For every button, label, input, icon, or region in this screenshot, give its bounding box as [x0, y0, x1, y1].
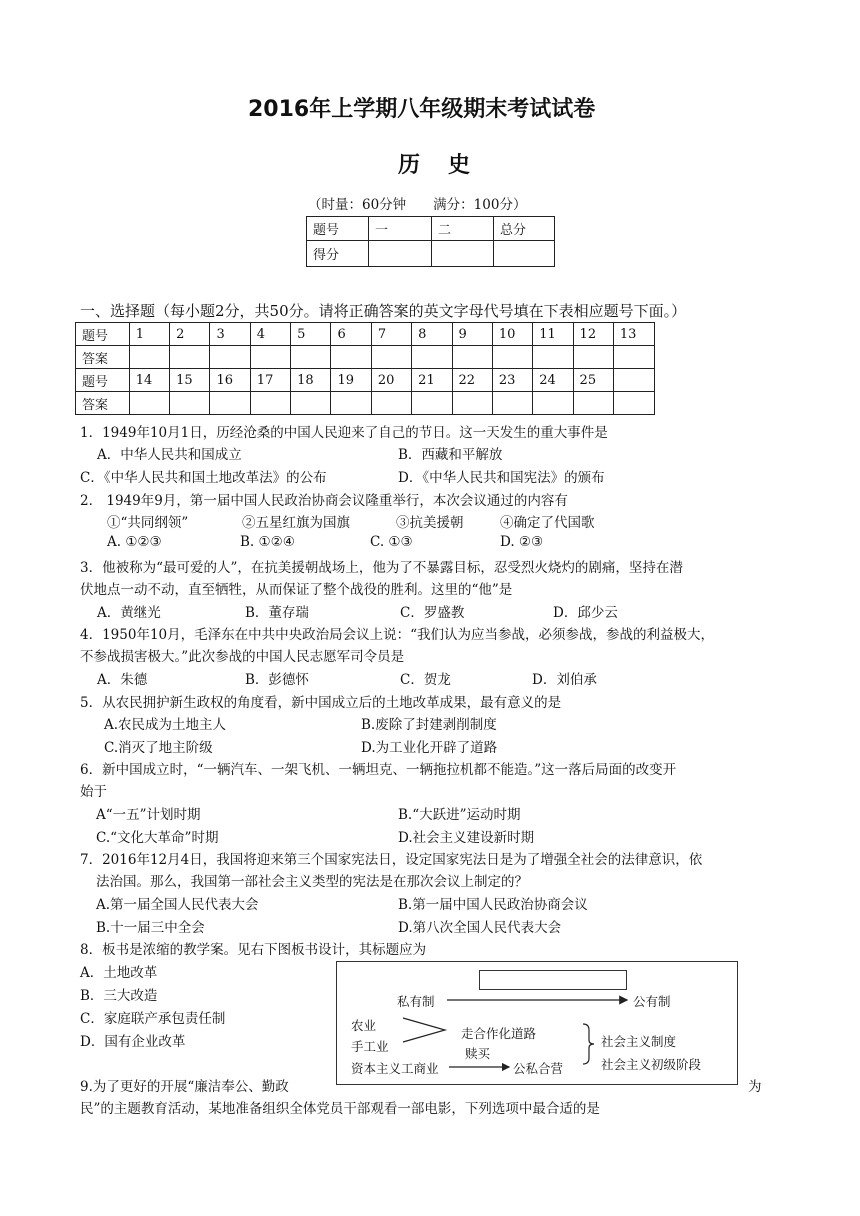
question-number-cell: 16 — [210, 369, 250, 392]
score-header-2: 二 — [432, 217, 494, 241]
q2-item-4: ④确定了代国歌 — [500, 515, 595, 531]
question-number-cell: 21 — [412, 369, 452, 392]
q2-option-a: A. ①②③ — [107, 534, 162, 550]
answer-table-label: 题号 — [76, 369, 130, 392]
question-number-cell: 13 — [613, 323, 654, 346]
q1-stem: 1．1949年10月1日，历经沧桑的中国人民迎来了自己的节日。这一天发生的重大事件是 — [80, 425, 608, 441]
answer-cell[interactable] — [533, 346, 573, 369]
q4-option-a: A．朱德 — [97, 672, 148, 688]
score-header-no: 题号 — [307, 217, 369, 241]
answer-cell[interactable] — [210, 392, 250, 415]
q5-stem: 5．从农民拥护新生政权的角度看，新中国成立后的土地改革成果，最有意义的是 — [80, 695, 562, 711]
answer-cell[interactable] — [412, 346, 452, 369]
label-public: 公有制 — [633, 994, 671, 1009]
q2-item-1: ①“共同纲领” — [107, 515, 189, 531]
question-number-cell: 20 — [371, 369, 411, 392]
answer-cell[interactable] — [613, 346, 654, 369]
q5-option-d: D.为工业化开辟了道路 — [361, 740, 498, 756]
q7-option-b: B.第一届中国人民政治协商会议 — [398, 897, 588, 913]
answer-cell[interactable] — [331, 392, 371, 415]
question-number-cell: 25 — [573, 369, 613, 392]
q8-option-a: A．土地改革 — [80, 965, 158, 981]
q5-option-c: C.消灭了地主阶级 — [104, 740, 213, 756]
question-number-cell: 7 — [371, 323, 411, 346]
answer-table-label: 答案 — [76, 392, 130, 415]
answer-cell[interactable] — [331, 346, 371, 369]
score-header-1: 一 — [369, 217, 432, 241]
q2-item-2: ②五星红旗为国旗 — [242, 515, 350, 531]
question-number-cell — [613, 369, 654, 392]
answer-cell[interactable] — [573, 392, 613, 415]
answer-cell[interactable] — [613, 392, 654, 415]
answer-cell[interactable] — [371, 392, 411, 415]
question-number-cell: 23 — [492, 369, 532, 392]
question-number-cell: 8 — [412, 323, 452, 346]
question-number-cell: 11 — [533, 323, 573, 346]
q1-option-c: C．《中华人民共和国土地改革法》的公布 — [80, 470, 327, 486]
answer-cell[interactable] — [250, 346, 290, 369]
q5-option-b: B.废除了封建剥削制度 — [361, 717, 497, 733]
diagram-lines — [337, 962, 737, 1084]
question-number-cell: 17 — [250, 369, 290, 392]
q2-item-3: ③抗美援朝 — [396, 515, 464, 531]
q3-option-d: D．邱少云 — [553, 605, 618, 621]
question-number-cell: 22 — [452, 369, 492, 392]
q6-option-c: C.“文化大革命”时期 — [96, 830, 219, 846]
answer-table-label: 题号 — [76, 323, 130, 346]
q8-option-b: B．三大改造 — [80, 988, 158, 1004]
question-number-cell: 10 — [492, 323, 532, 346]
q8-stem: 8．板书是浓缩的教学案。见右下图板书设计，其标题应为 — [80, 942, 427, 958]
q9-stem-cont: 民”的主题教育活动，某地准备组织全体党员干部观看一部电影，下列选项中最合适的是 — [80, 1101, 600, 1117]
answer-cell[interactable] — [170, 392, 210, 415]
q3-option-c: C．罗盛教 — [400, 605, 465, 621]
q1-option-b: B．西藏和平解放 — [398, 447, 503, 463]
subject-title: 历史 — [398, 153, 499, 178]
q7-option-d: D.第八次全国人民代表大会 — [398, 920, 562, 936]
score-row-label: 得分 — [307, 241, 369, 267]
q3-stem: 3．他被称为“最可爱的人”，在抗美援朝战场上，他为了不暴露目标，忍受烈火烧灼的剧痛，坚持在潜 — [80, 560, 683, 576]
right-brace — [583, 1024, 594, 1064]
q7-stem: 7．2016年12月4日，我国将迎来第三个国家宪法日，设定国家宪法日是为了增强全社会的法律意识，依 — [80, 852, 703, 868]
merge-bracket — [403, 1018, 445, 1042]
label-private: 私有制 — [397, 994, 435, 1009]
q9-stem-end: 为 — [748, 1079, 762, 1095]
q8-option-c: C．家庭联产承包责任制 — [80, 1011, 226, 1027]
answer-cell[interactable] — [452, 392, 492, 415]
q1-option-d: D．《中华人民共和国宪法》的颁布 — [398, 470, 605, 486]
question-number-cell: 6 — [331, 323, 371, 346]
question-number-cell: 1 — [129, 323, 169, 346]
q4-option-c: C．贺龙 — [400, 672, 451, 688]
question-number-cell: 9 — [452, 323, 492, 346]
q5-option-a: A.农民成为土地主人 — [104, 717, 227, 733]
q3-stem-cont: 伏地点一动不动，直至牺牲，从而保证了整个战役的胜利。这里的“他”是 — [80, 582, 513, 598]
page-title: 2016年上学期八年级期末考试试卷 — [248, 97, 596, 122]
q2-option-b: B. ①②④ — [240, 534, 295, 550]
question-number-cell: 14 — [129, 369, 169, 392]
label-cooperative: 走合作化道路 — [461, 1026, 537, 1041]
section1-heading: 一、选择题（每小题2分，共50分。请将正确答案的英文字母代号填在下表相应题号下面。） — [80, 302, 687, 320]
question-number-cell: 5 — [291, 323, 331, 346]
label-handicraft: 手工业 — [351, 1039, 389, 1054]
q6-stem-cont: 始于 — [80, 784, 107, 800]
score-cell[interactable] — [494, 241, 555, 267]
label-primary-stage: 社会主义初级阶段 — [601, 1057, 702, 1072]
label-capitalist: 资本主义工商业 — [351, 1061, 439, 1076]
question-number-cell: 19 — [331, 369, 371, 392]
answer-cell[interactable] — [291, 346, 331, 369]
blackboard-diagram — [336, 961, 738, 1085]
q9-stem: 9.为了更好的开展“廉洁奉公、勤政 — [80, 1079, 289, 1095]
answer-cell[interactable] — [492, 346, 532, 369]
answer-cell[interactable] — [533, 392, 573, 415]
answer-cell[interactable] — [291, 392, 331, 415]
score-table — [306, 216, 555, 267]
answer-cell[interactable] — [412, 392, 452, 415]
label-socialist-system: 社会主义制度 — [601, 1034, 677, 1049]
q2-option-c: C. ①③ — [370, 534, 413, 550]
q7-option-a: A.第一届全国人民代表大会 — [96, 897, 259, 913]
q8-option-d: D．国有企业改革 — [80, 1034, 186, 1050]
q6-option-d: D.社会主义建设新时期 — [398, 830, 535, 846]
q2-stem: 2． 1949年9月，第一届中国人民政治协商会议隆重举行，本次会议通过的内容有 — [80, 493, 568, 509]
answer-cell[interactable] — [170, 346, 210, 369]
q3-option-b: B．董存瑞 — [245, 605, 309, 621]
score-cell[interactable] — [369, 241, 432, 267]
answer-cell[interactable] — [129, 346, 169, 369]
answer-cell[interactable] — [250, 392, 290, 415]
q6-option-a: A“一五”计划时期 — [96, 807, 201, 823]
score-cell[interactable] — [432, 241, 494, 267]
q4-stem: 4．1950年10月，毛泽东在中共中央政治局会议上说：“我们认为应当参战，必须参战，参战的利益极大， — [80, 627, 715, 643]
answer-cell[interactable] — [371, 346, 411, 369]
q7-option-c: B.十一届三中全会 — [96, 920, 205, 936]
question-number-cell: 18 — [291, 369, 331, 392]
q4-option-d: D．刘伯承 — [532, 672, 597, 688]
label-agriculture: 农业 — [351, 1018, 377, 1033]
q7-stem-cont: 法治国。那么，我国第一部社会主义类型的宪法是在那次会议上制定的？ — [96, 874, 528, 890]
q6-stem: 6．新中国成立时，“一辆汽车、一架飞机、一辆坦克、一辆拖拉机都不能造。”这一落后局面的改变开 — [80, 762, 677, 778]
q4-option-b: B．彭德怀 — [245, 672, 309, 688]
answer-cell[interactable] — [129, 392, 169, 415]
q2-option-d: D. ②③ — [500, 534, 544, 550]
question-number-cell: 2 — [170, 323, 210, 346]
q6-option-b: B.“大跃进”运动时期 — [398, 807, 521, 823]
answer-cell[interactable] — [210, 346, 250, 369]
q4-stem-cont: 不参战损害极大。”此次参战的中国人民志愿军司令员是 — [80, 649, 405, 665]
question-number-cell: 15 — [170, 369, 210, 392]
question-number-cell: 12 — [573, 323, 613, 346]
question-number-cell: 24 — [533, 369, 573, 392]
label-joint: 公私合营 — [513, 1061, 564, 1076]
answer-table — [75, 322, 655, 415]
score-header-total: 总分 — [494, 217, 555, 241]
exam-info: （时量：60分钟 满分：100分） — [308, 197, 527, 213]
q3-option-a: A．黄继光 — [97, 605, 161, 621]
question-number-cell: 4 — [250, 323, 290, 346]
answer-table-label: 答案 — [76, 346, 130, 369]
label-buyout: 赎买 — [465, 1046, 491, 1061]
answer-cell[interactable] — [573, 346, 613, 369]
answer-cell[interactable] — [452, 346, 492, 369]
question-number-cell: 3 — [210, 323, 250, 346]
q1-option-a: A．中华人民共和国成立 — [97, 447, 242, 463]
answer-cell[interactable] — [492, 392, 532, 415]
